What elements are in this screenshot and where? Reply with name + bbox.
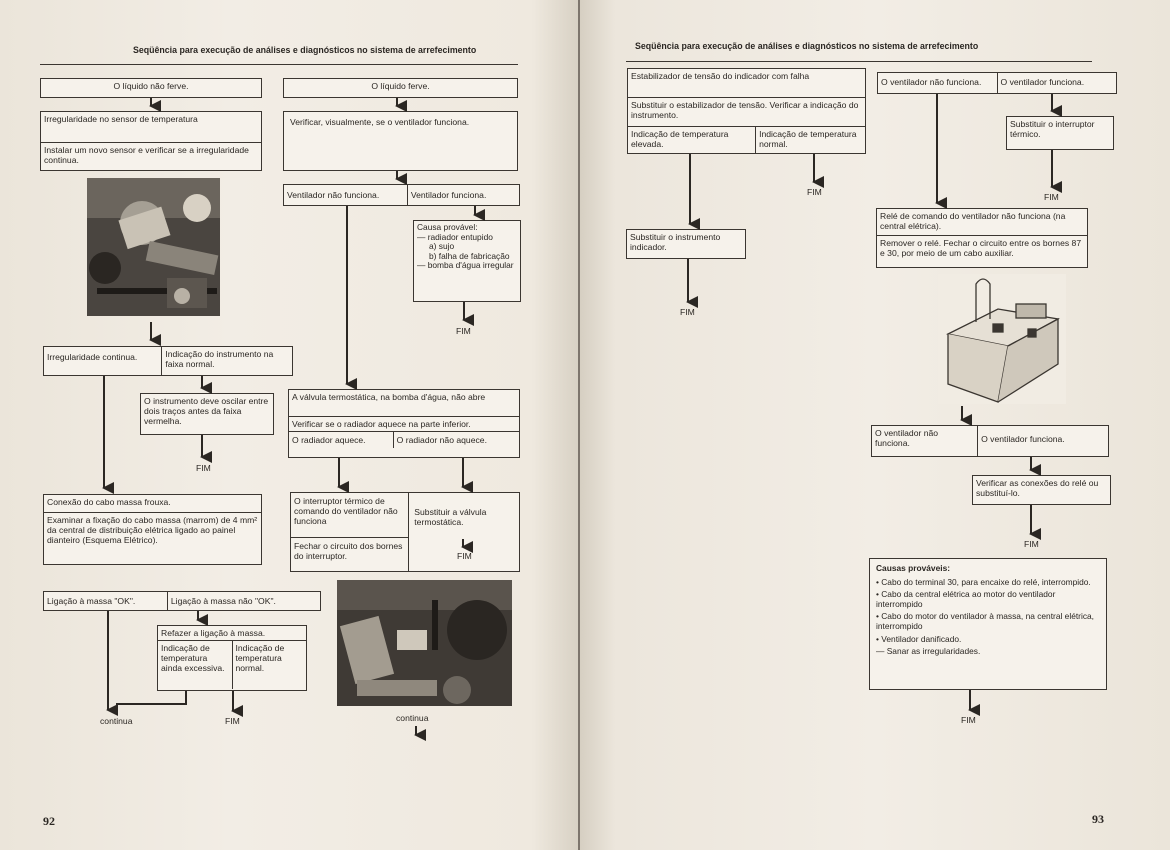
ground-ok-text: Ligação à massa "OK". (47, 596, 136, 606)
right-page (580, 0, 1170, 850)
replace-stabilizer-text: Substituir o estabilizador de tensão. Verificar a indicação do instrumento. (628, 98, 865, 127)
redo-ground-text: Refazer a ligação à massa. (158, 626, 306, 641)
examine-ground-text: Examinar a fixação do cabo massa (marrom) de 4 mm² da central de distribuição elétrica ligado ao painel dianteiro (Esquema Elétrico). (47, 515, 258, 545)
probable-cause-title: Causa provável: (417, 222, 478, 232)
right-page-number: 93 (1092, 812, 1104, 826)
right-end-label-1: FIM (807, 187, 822, 197)
probable-cause-radiator: — radiador entupido (417, 231, 493, 242)
box-thermal-switch (290, 492, 520, 572)
right-fan-not-working-text: O ventilador não funciona. (881, 77, 982, 87)
cause-item-1: • Cabo do terminal 30, para encaixe do relé, interrompido. (876, 576, 1091, 587)
replace-valve-text: Substituir a válvula termostática. (408, 493, 519, 571)
left-page (0, 0, 578, 850)
left-heading-rule (40, 64, 518, 65)
right-heading: Seqüência para execução de análises e diagnósticos no sistema de arrefecimento (635, 41, 979, 51)
ground-loose-text: Conexão do cabo massa frouxa. (44, 495, 261, 513)
right-end-label-3: FIM (1044, 192, 1059, 202)
irregularity-continues-text: Irregularidade continua. (47, 352, 138, 362)
box-sensor-irregularity (40, 111, 262, 171)
box-irregularity-continues (43, 346, 293, 376)
box-fan-status-right (877, 72, 1117, 94)
box-relay (876, 208, 1088, 268)
box-check-relay: Verificar as conexões do relé ou substituí-lo. (972, 475, 1111, 505)
temp-high-text: Indicação de temperatura elevada. (631, 129, 729, 149)
interior-switch-photo (337, 580, 512, 706)
box-probable-causes (869, 558, 1107, 690)
box-instrument-oscillate: O instrumento deve oscilar entre dois traços antes da faixa vermelha. (140, 393, 274, 435)
left-heading: Seqüência para execução de análises e diagnósticos no sistema de arrefecimento (133, 45, 477, 55)
relay-box-drawing (938, 274, 1066, 404)
box-thermostatic-valve (288, 389, 520, 458)
box-ground-loose (43, 494, 262, 565)
end-label-4: FIM (225, 716, 240, 726)
engine-sensor-photo (87, 178, 220, 316)
normal-range-text: Indicação do instrumento na faixa normal. (161, 347, 292, 375)
fan-working-2-text: O ventilador funciona. (977, 426, 1108, 456)
box-fan-status (283, 184, 520, 206)
end-label-1: FIM (456, 326, 471, 336)
thermal-switch-text: O interruptor térmico de comando do ventilador não funciona (291, 493, 408, 538)
close-circuit-switch-text: Fechar o circuito dos bornes do interruptor. (294, 541, 403, 561)
remove-relay-text: Remover o relé. Fechar o circuito entre os bornes 87 e 30, por meio de um cabo auxiliar. (880, 238, 1082, 258)
sensor-irregularity-text: Irregularidade no sensor de temperatura (41, 112, 261, 143)
left-page-number: 92 (43, 814, 55, 828)
continue-label-2: continua (396, 713, 429, 723)
box-ground-status (43, 591, 321, 611)
thermostatic-valve-text: A válvula termostática, na bomba d'água, não abre (289, 390, 519, 417)
fan-working-text: Ventilador funciona. (407, 185, 519, 205)
fan-not-working-2-text: O ventilador não funciona. (875, 428, 939, 448)
right-end-label-2: FIM (680, 307, 695, 317)
right-end-label-4: FIM (1024, 539, 1039, 549)
box-check-fan: Verificar, visualmente, se o ventilador funciona. (283, 111, 518, 171)
box-replace-instrument: Substituir o instrumento indicador. (626, 229, 746, 259)
probable-cause-dirty: a) sujo (429, 241, 455, 252)
temp-normal-left-text: Indicação de temperatura normal. (232, 641, 307, 689)
right-fan-working-text: O ventilador funciona. (997, 73, 1117, 93)
cause-item-3: • Cabo do motor do ventilador à massa, na central elétrica, interrompido (876, 611, 1095, 631)
end-label-3: FIM (457, 551, 472, 561)
probable-causes-title: Causas prováveis: (876, 563, 951, 573)
check-radiator-heat-text: Verificar se o radiador aquece na parte inferior. (289, 417, 519, 432)
box-voltage-stabilizer (627, 68, 866, 154)
radiator-heats-text: O radiador aquece. (292, 435, 366, 445)
probable-cause-fault: b) falha de fabricação (429, 250, 510, 261)
cause-item-5: — Sanar as irregularidades. (876, 646, 981, 657)
continue-label-1: continua (100, 716, 133, 726)
cause-item-4: • Ventilador danificado. (876, 633, 962, 644)
end-label-2: FIM (196, 463, 211, 473)
temp-normal-right-text: Indicação de temperatura normal. (755, 127, 865, 154)
box-probable-cause (413, 220, 521, 302)
radiator-not-heats-text: O radiador não aquece. (393, 432, 519, 448)
cause-item-2: • Cabo da central elétrica ao motor do ventilador interrompido (876, 589, 1056, 609)
right-heading-rule (626, 61, 1092, 62)
box-liquid-not-boiling: O líquido não ferve. (40, 78, 262, 98)
temp-still-excessive-text: Indicação de temperatura ainda excessiva. (161, 643, 225, 673)
probable-cause-pump: — bomba d'água irregular (417, 260, 514, 271)
right-end-label-5: FIM (961, 715, 976, 725)
box-fan-status-2 (871, 425, 1109, 457)
fan-not-working-text: Ventilador não funciona. (287, 190, 380, 200)
voltage-stabilizer-text: Estabilizador de tensão do indicador com falha (628, 69, 865, 98)
ground-not-ok-text: Ligação à massa não "OK". (167, 592, 320, 610)
box-liquid-boiling: O líquido ferve. (283, 78, 518, 98)
relay-not-working-text: Relé de comando do ventilador não funciona (na central elétrica). (877, 209, 1087, 236)
install-new-sensor-text: Instalar um novo sensor e verificar se a irregularidade continua. (44, 145, 249, 165)
box-redo-ground (157, 625, 307, 691)
box-replace-thermal-switch: Substituir o interruptor térmico. (1006, 116, 1114, 150)
